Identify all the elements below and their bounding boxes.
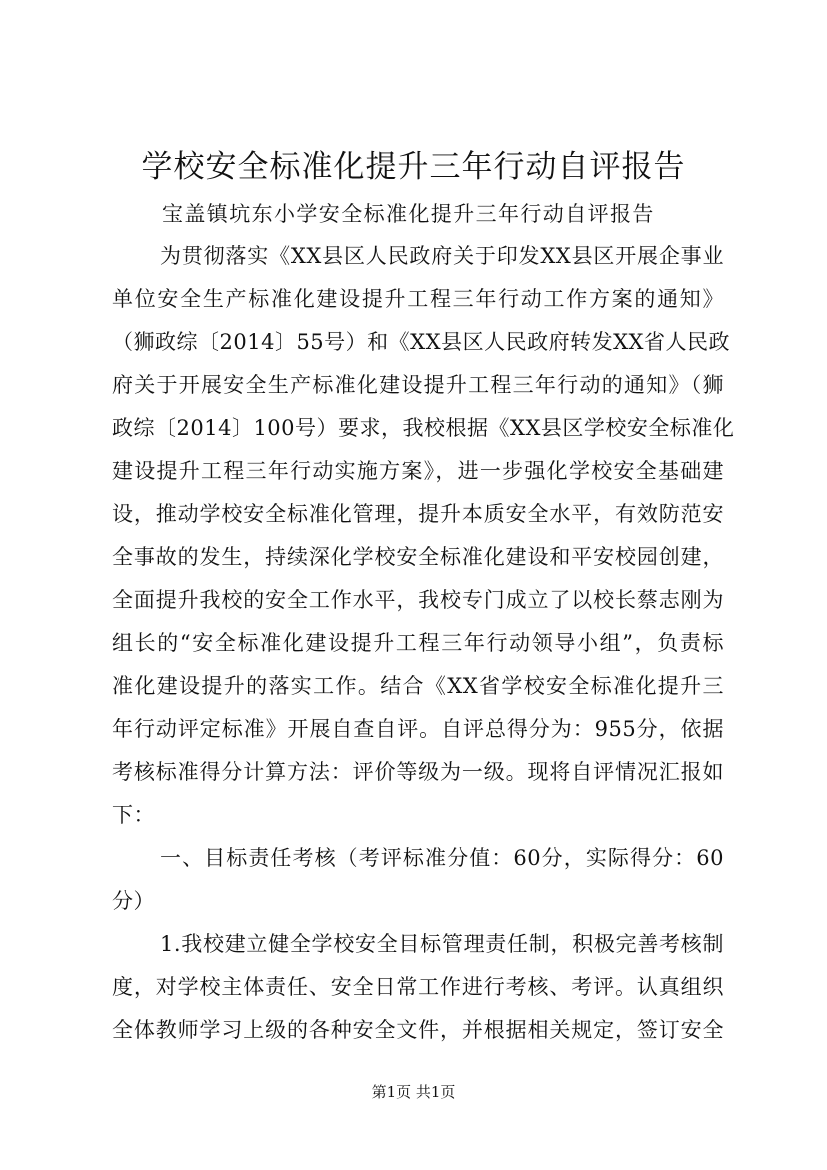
paragraph-line: 年行动评定标准》开展自查自评。自评总得分为：955分，依据 xyxy=(112,717,724,741)
paragraph-line: 建设提升工程三年行动实施方案》，进一步强化学校安全基础建 xyxy=(112,459,724,483)
page-number-footer: 第1页 共1页 xyxy=(371,1083,456,1101)
paragraph-line: 设，推动学校安全标准化管理，提升本质安全水平，有效防范安 xyxy=(112,502,724,526)
paragraph-line: （狮政综〔2014〕55号）和《XX县区人民政府转发XX省人民政 xyxy=(112,330,730,354)
paragraph-line: 全体教师学习上级的各种安全文件，并根据相关规定，签订安全 xyxy=(112,1018,724,1042)
document-subtitle: 宝盖镇坑东小学安全标准化提升三年行动自评报告 xyxy=(162,202,655,226)
paragraph-line: 准化建设提升的落实工作。结合《XX省学校安全标准化提升三 xyxy=(112,674,724,698)
document-title: 学校安全标准化提升三年行动自评报告 xyxy=(141,149,686,185)
paragraph-line: 全事故的发生，持续深化学校安全标准化建设和平安校园创建， xyxy=(112,545,724,569)
paragraph-line: 组长的“安全标准化建设提升工程三年行动领导小组”，负责标 xyxy=(112,631,724,655)
paragraph-line: 考核标准得分计算方法：评价等级为一级。现将自评情况汇报如 xyxy=(112,760,724,784)
section-heading: 一、目标责任考核（考评标准分值：60分，实际得分：60 xyxy=(160,846,724,870)
paragraph-line: 单位安全生产标准化建设提升工程三年行动工作方案的通知》 xyxy=(112,287,724,311)
paragraph-line: 府关于开展安全生产标准化建设提升工程三年行动的通知》（狮 xyxy=(112,373,724,397)
paragraph-line: 度，对学校主体责任、安全日常工作进行考核、考评。认真组织 xyxy=(112,975,724,999)
paragraph-line: 下： xyxy=(112,803,155,827)
section-heading: 分） xyxy=(112,889,155,913)
paragraph-line: 为贯彻落实《XX县区人民政府关于印发XX县区开展企事业 xyxy=(160,244,724,268)
paragraph-line: 1.我校建立健全学校安全目标管理责任制，积极完善考核制 xyxy=(160,932,724,956)
paragraph-line: 政综〔2014〕100号）要求，我校根据《XX县区学校安全标准化 xyxy=(112,416,735,440)
paragraph-line: 全面提升我校的安全工作水平，我校专门成立了以校长蔡志刚为 xyxy=(112,588,724,612)
